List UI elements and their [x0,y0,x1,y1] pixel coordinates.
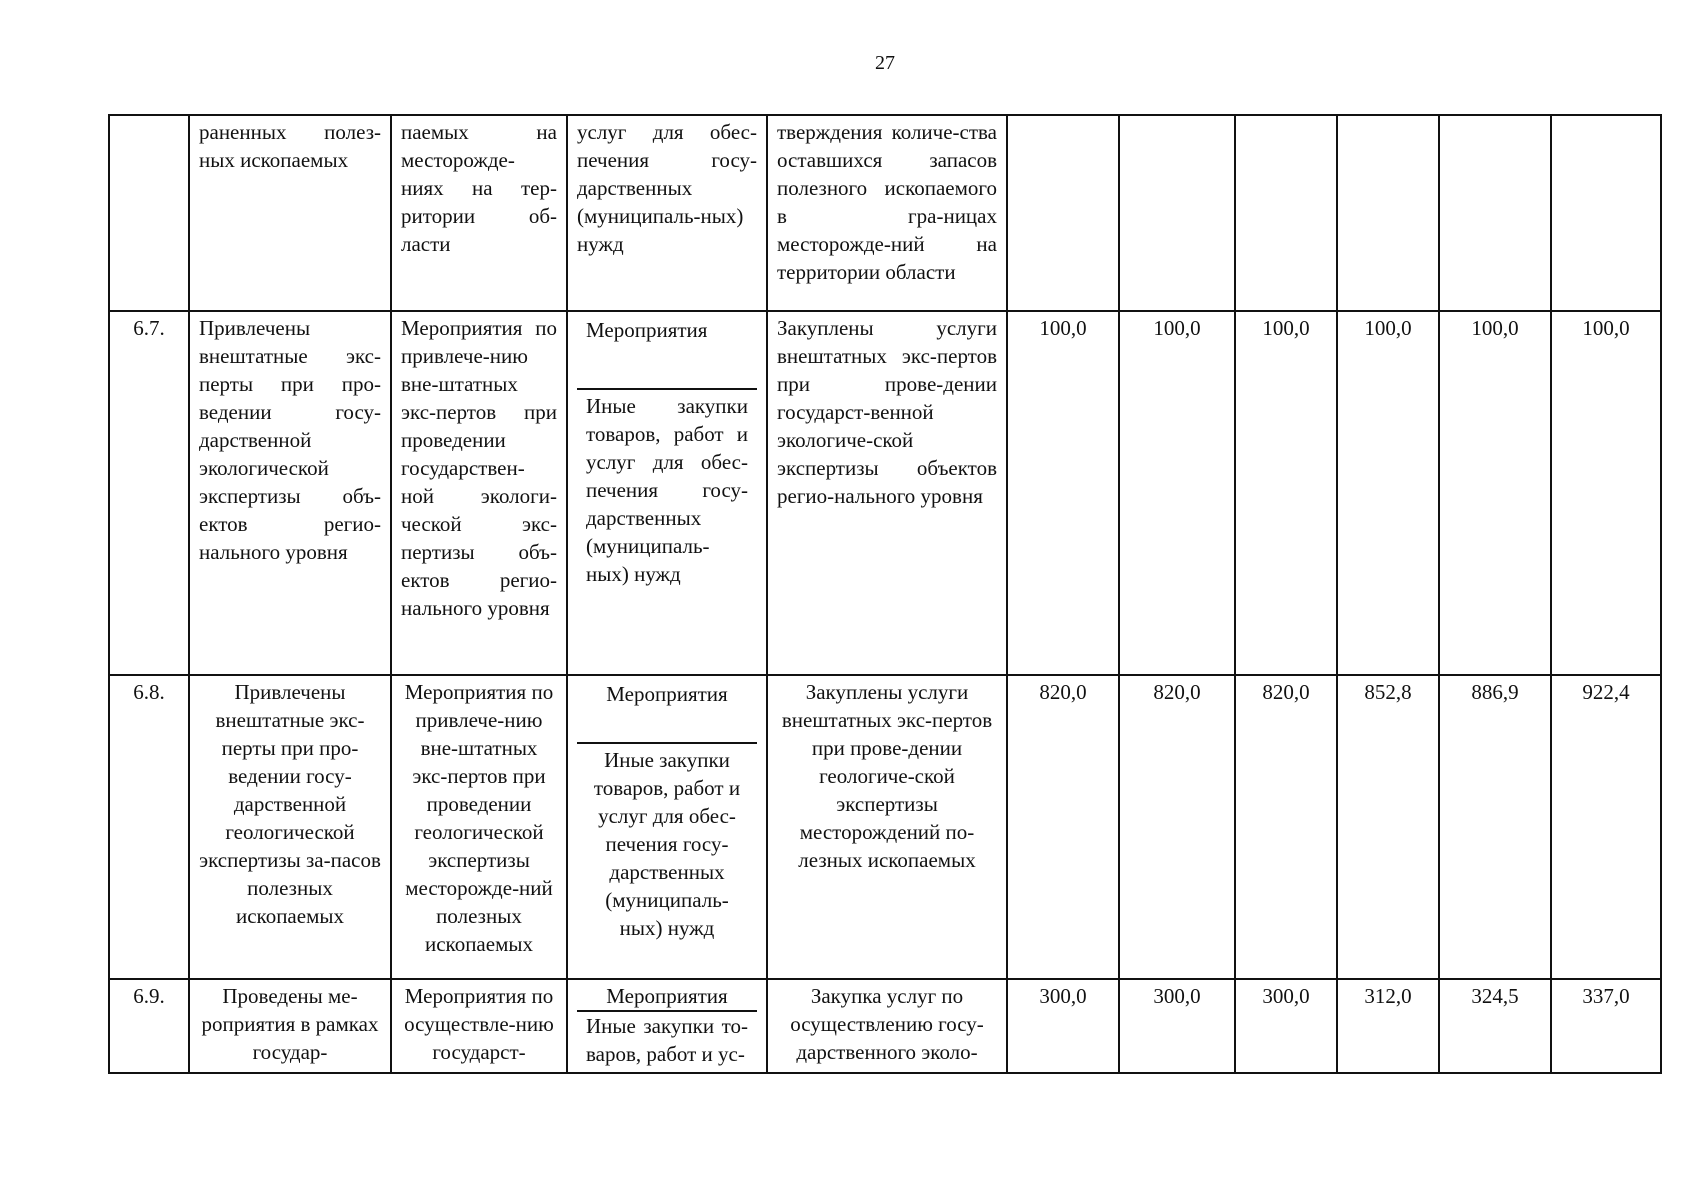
value-cell: 100,0 [1119,311,1235,675]
result-cell: Проведены ме-роприятия в рамках государ- [189,979,391,1073]
value-cell: 852,8 [1337,675,1439,979]
event-type-detail: Иные закупки товаров, работ и услуг для обес-печения госу-дарственных (муниципаль-ных) нужд [586,394,748,586]
value-cell: 922,4 [1551,675,1661,979]
value-cell: 100,0 [1551,311,1661,675]
event-cell: Мероприятия по привлече-нию вне-штатных экс-пертов при проведении геологической экспертизы месторожде-ний полезных ископаемых [391,675,567,979]
value-cell [1119,115,1235,311]
value-cell [1337,115,1439,311]
value-cell [1235,115,1337,311]
indicator-cell: тверждения количе-ства оставшихся запасов полезного ископаемого в гра-ницах месторожде-ний на территории области [767,115,1007,311]
value-cell: 820,0 [1007,675,1119,979]
result-cell: Привлечены внештатные экс-перты при про-ведении госу-дарственной экологической экспертизы объ-ектов регио-нального уровня [189,311,391,675]
value-cell: 312,0 [1337,979,1439,1073]
table-row [109,115,1661,311]
value-cell: 337,0 [1551,979,1661,1073]
table-row [109,675,1661,979]
value-cell: 100,0 [1007,311,1119,675]
event-type-detail: Иные закупки товаров, работ и услуг для обес-печения госу-дарственных (муниципаль-ных) нужд [593,748,741,940]
value-cell: 300,0 [1007,979,1119,1073]
value-cell: 100,0 [1439,311,1551,675]
event-cell: Мероприятия по привлече-нию вне-штатных экс-пертов при проведении государствен-ной экологи-ческой экс-пертизы объ-ектов регио-нального уровня [391,311,567,675]
event-type-label: Мероприятия [577,314,757,390]
event-type-label: Мероприятия [577,982,757,1012]
value-cell: 324,5 [1439,979,1551,1073]
event-type-cell: услуг для обес-печения госу-дарственных (муниципаль-ных) нужд [567,115,767,311]
table-row [109,979,1661,1073]
value-cell [1007,115,1119,311]
event-type-cell [567,311,767,675]
value-cell: 886,9 [1439,675,1551,979]
event-type-detail: Иные закупки то-варов, работ и ус- [586,1014,748,1066]
event-cell: Мероприятия по осуществле-нию государст- [391,979,567,1073]
event-cell: паемых на месторожде-ниях на тер-ритории об-ласти [391,115,567,311]
event-type-cell [567,675,767,979]
program-table [108,114,1662,1074]
row-number: 6.8. [109,675,189,979]
table-row [109,311,1661,675]
value-cell [1439,115,1551,311]
value-cell [1551,115,1661,311]
indicator-cell: Закупка услуг по осуществлению госу-дарственного эколо- [767,979,1007,1073]
value-cell: 100,0 [1337,311,1439,675]
value-cell: 820,0 [1235,675,1337,979]
value-cell: 300,0 [1119,979,1235,1073]
indicator-cell: Закуплены услуги внештатных экс-пертов при прове-дении геологиче-ской экспертизы месторождений по-лезных ископаемых [767,675,1007,979]
event-type-label: Мероприятия [577,678,757,744]
row-number [109,115,189,311]
page-number: 27 [875,52,895,74]
result-cell: раненных полез-ных ископаемых [189,115,391,311]
row-number: 6.7. [109,311,189,675]
result-cell: Привлечены внештатные экс-перты при про-ведении госу-дарственной геологической экспертизы за-пасов полезных ископаемых [189,675,391,979]
indicator-cell: Закуплены услуги внештатных экс-пертов при прове-дении государст-венной экологиче-ской экспертизы объектов регио-нального уровня [767,311,1007,675]
value-cell: 100,0 [1235,311,1337,675]
event-type-cell [567,979,767,1073]
row-number: 6.9. [109,979,189,1073]
value-cell: 820,0 [1119,675,1235,979]
value-cell: 300,0 [1235,979,1337,1073]
